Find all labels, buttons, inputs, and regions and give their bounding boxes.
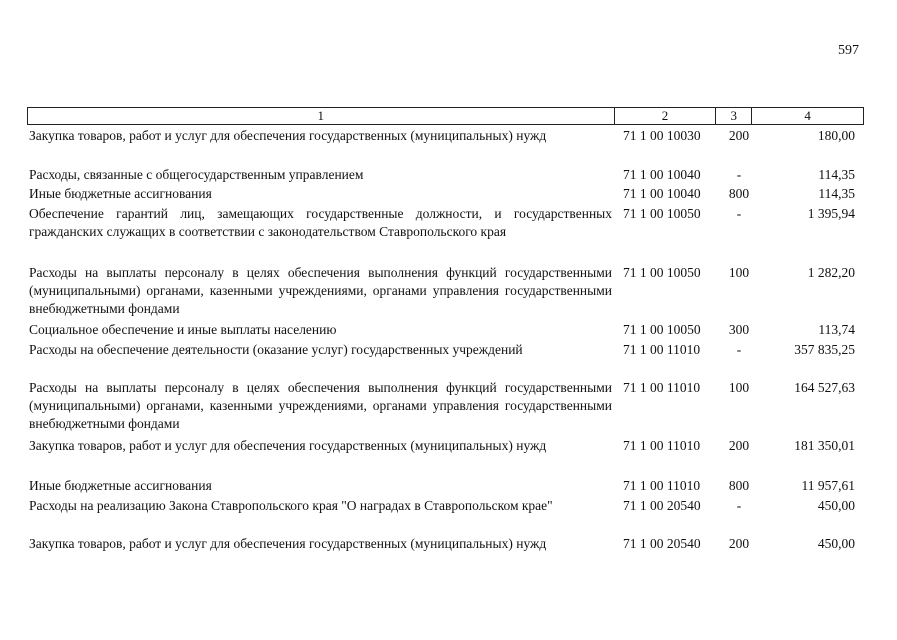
row-description: Расходы, связанные с общегосударственным управлением [29, 167, 364, 182]
row-description: Расходы на выплаты персоналу в целях обеспечения выполнения функций государственными (муниципальными) органами, казенными учреждениями, органами управления государственными внебюджетными фондами [29, 380, 612, 431]
row-description: Закупка товаров, работ и услуг для обеспечения государственных (муниципальных) нужд [29, 536, 547, 551]
row-code: 71 1 00 11010 [623, 438, 701, 453]
row-expense-type: 800 [728, 478, 750, 493]
column-header-2: 2 [615, 108, 717, 124]
row-amount: 450,00 [817, 536, 855, 551]
row-amount: 180,00 [817, 128, 855, 143]
row-code: 71 1 00 10050 [623, 206, 701, 221]
row-amount: 114,35 [818, 186, 855, 201]
row-amount: 114,35 [818, 167, 855, 182]
row-amount: 164 527,63 [794, 380, 855, 395]
row-expense-type: 100 [728, 265, 750, 280]
row-amount: 450,00 [817, 498, 855, 513]
row-description: Расходы на обеспечение деятельности (оказание услуг) государственных учреждений [29, 342, 523, 357]
row-expense-type: 200 [728, 536, 750, 551]
page-number: 597 [838, 43, 859, 58]
row-expense-type: 200 [728, 128, 750, 143]
column-header-3: 3 [716, 108, 752, 124]
row-description: Обеспечение гарантий лиц, замещающих государственные должности, и государственных гражданских служащих в соответствии с законодательством Ставропольского края [29, 206, 612, 239]
row-code: 71 1 00 10040 [623, 167, 701, 182]
row-amount: 1 395,94 [807, 206, 855, 221]
row-expense-type: 300 [728, 322, 750, 337]
row-amount: 11 957,61 [801, 478, 855, 493]
row-code: 71 1 00 11010 [623, 380, 701, 395]
row-description: Закупка товаров, работ и услуг для обеспечения государственных (муниципальных) нужд [29, 128, 547, 143]
row-code: 71 1 00 11010 [623, 342, 701, 357]
row-code: 71 1 00 10040 [623, 186, 701, 201]
row-description: Расходы на реализацию Закона Ставропольского края "О наградах в Ставропольском крае" [29, 498, 553, 513]
row-code: 71 1 00 10050 [623, 322, 701, 337]
table-header [27, 107, 864, 125]
row-code: 71 1 00 20540 [623, 536, 701, 551]
row-amount: 181 350,01 [794, 438, 855, 453]
row-expense-type: - [736, 167, 742, 182]
column-header-4: 4 [804, 108, 811, 123]
row-description: Расходы на выплаты персоналу в целях обеспечения выполнения функций государственными (муниципальными) органами, казенными учреждениями, органами управления государственными внебюджетными фондами [29, 265, 612, 316]
row-expense-type: 100 [728, 380, 750, 395]
row-description: Иные бюджетные ассигнования [29, 186, 212, 201]
row-expense-type: - [736, 342, 742, 357]
row-expense-type: - [736, 206, 742, 221]
row-amount: 1 282,20 [807, 265, 855, 280]
row-code: 71 1 00 10030 [623, 128, 701, 143]
row-code: 71 1 00 11010 [623, 478, 701, 493]
row-amount: 113,74 [818, 322, 855, 337]
row-code: 71 1 00 20540 [623, 498, 701, 513]
row-expense-type: 800 [728, 186, 750, 201]
column-header-1: 1 [28, 108, 615, 124]
row-description: Иные бюджетные ассигнования [29, 478, 212, 493]
row-expense-type: 200 [728, 438, 750, 453]
row-amount: 357 835,25 [794, 342, 855, 357]
row-code: 71 1 00 10050 [623, 265, 701, 280]
row-description: Закупка товаров, работ и услуг для обеспечения государственных (муниципальных) нужд [29, 438, 547, 453]
row-expense-type: - [736, 498, 742, 513]
row-description: Социальное обеспечение и иные выплаты населению [29, 322, 337, 337]
